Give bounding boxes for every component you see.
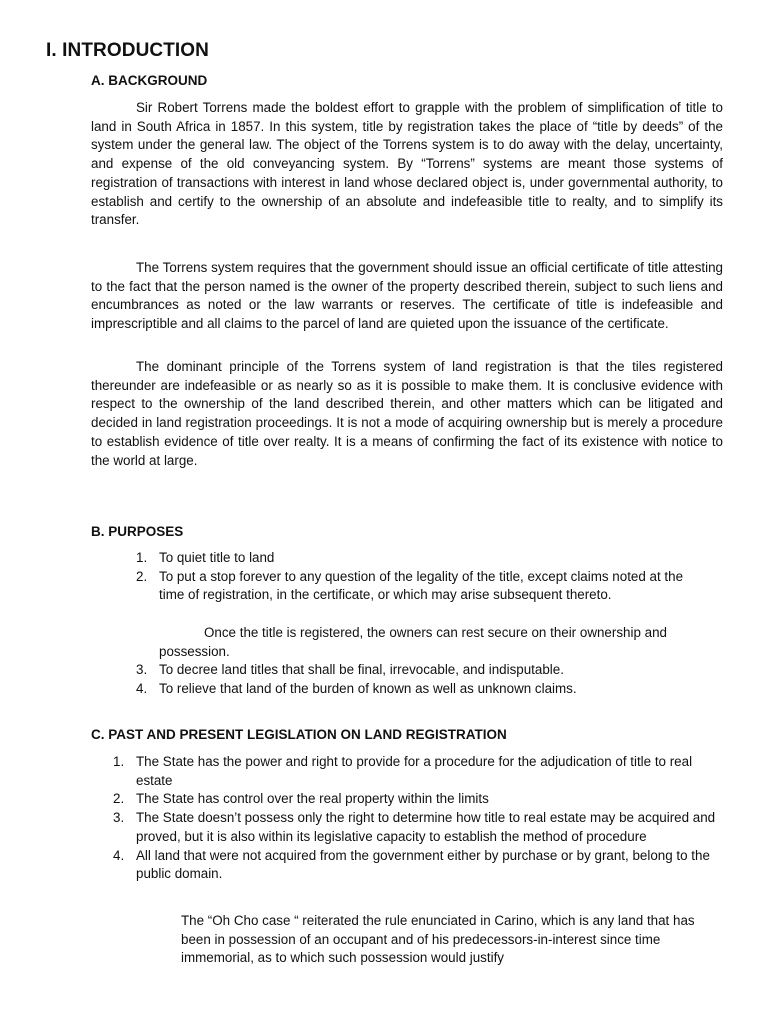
list-item-text: The State has the power and right to provide for a procedure for the adjudication of title to real estate — [136, 754, 693, 788]
list-item — [113, 809, 723, 846]
list-item — [113, 847, 723, 884]
legislation-list — [113, 753, 723, 884]
list-item-text: To decree land titles that shall be final, irrevocable, and indisputable. — [159, 662, 564, 677]
background-paragraph-1: Sir Robert Torrens made the boldest effort to grapple with the problem of simplification of title to land in South Africa in 1857. In this system, title by registration takes the place of “title by deeds” of the system under the general law. The object of the Torrens system is to do away with the delay, uncertainty, and expense of the old conveyancing system. By “Torrens” systems are meant those systems of registration of transactions with interest in land whose declared object is, under governmental authority, to establish and certify to the ownership of an absolute and indefeasible title to realty, and to simplify its transfer. — [91, 100, 723, 228]
list-item — [113, 790, 723, 809]
list-item-number: 2. — [113, 791, 125, 807]
list-item — [136, 661, 712, 680]
background-paragraph-3: The dominant principle of the Torrens system of land registration is that the tiles registered thereunder are indefeasible or as nearly so as it is possible to make them. It is conclusive evidence with respect to the ownership of the land described therein, and other matters which can be litigated and decided in land registration proceedings. It is not a mode of acquiring ownership but is merely a procedure to establish evidence of title over realty. It is a means of confirming the fact of its existence with notice to the world at large. — [91, 359, 723, 468]
section-title-legislation: C. PAST AND PRESENT LEGISLATION ON LAND REGISTRATION — [91, 727, 507, 742]
legislation-tail-paragraph: The “Oh Cho case “ reiterated the rule enunciated in Carino, which is any land that has been in possession of an occupant and of his predecessors-in-interest since time immemorial, as to which such possession would justify — [181, 913, 695, 966]
list-item-number: 1. — [136, 550, 148, 565]
list-item-number: 3. — [136, 662, 148, 677]
list-item-text: All land that were not acquired from the government either by purchase or by grant, belong to the public domain. — [136, 847, 710, 882]
list-item — [136, 680, 712, 699]
purposes-list-continued — [136, 661, 712, 698]
list-item-text: To put a stop forever to any question of the legality of the title, except claims noted at the time of registration, in the certificate, or which may arise subsequent thereto. — [159, 568, 684, 603]
list-item — [113, 753, 723, 790]
section-title-background: A. BACKGROUND — [91, 73, 208, 88]
list-item-number: 4. — [113, 847, 125, 863]
list-item-text: The State doesn’t possess only the right to determine how title to real estate may be acquired and proved, but it is also within its legislative capacity to establish the method of procedure — [136, 810, 716, 844]
list-item — [136, 568, 712, 605]
list-item-text: The State has control over the real property within the limits — [136, 791, 489, 807]
list-item-number: 3. — [113, 810, 125, 826]
list-item-number: 4. — [136, 680, 148, 696]
purposes-note: Once the title is registered, the owners can rest secure on their ownership and possession. — [159, 625, 667, 659]
list-item — [136, 549, 712, 568]
list-item-number: 1. — [113, 754, 125, 769]
section-title-purposes: B. PURPOSES — [91, 524, 184, 539]
list-item-text: To quiet title to land — [159, 550, 275, 565]
list-item-text: To relieve that land of the burden of known as well as unknown claims. — [159, 680, 577, 696]
list-item-number: 2. — [136, 568, 148, 584]
document-heading: I. INTRODUCTION — [46, 40, 209, 61]
purposes-list — [136, 549, 712, 605]
background-paragraph-2: The Torrens system requires that the government should issue an official certificate of title attesting to the fact that the person named is the owner of the property described therein, subject to such liens and encumbrances as noted or the law warrants or reserves. The certificate of title is indefeasible and imprescriptible and all claims to the parcel of land are quieted upon the issuance of the certificate. — [91, 260, 723, 332]
